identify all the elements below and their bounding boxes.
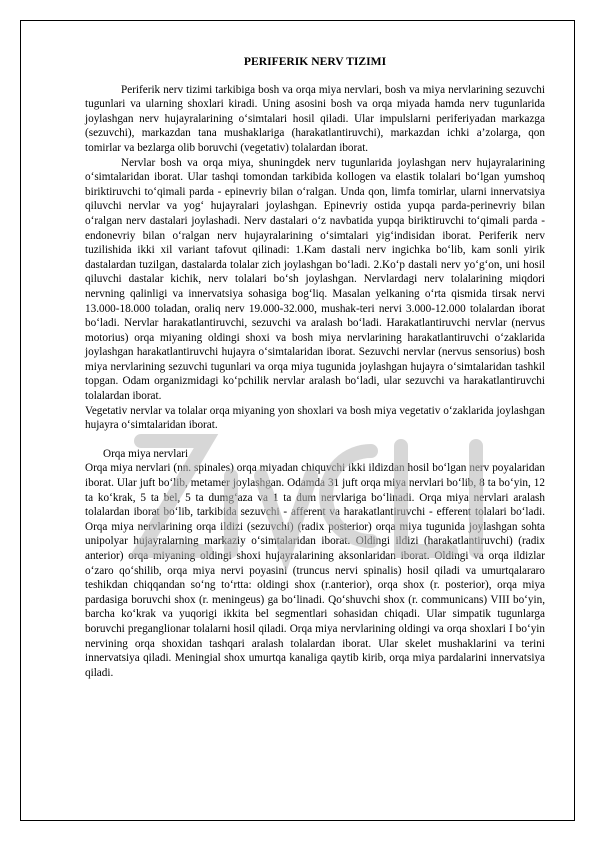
paragraph-spinal-nerves: Orqa miya nervlari (nn. spinales) orqa miyadan chiquvchi ikki ildizdan hosil bo‘lgan nerv poyalaridan iborat. Ular juft bo‘lib, metamer joylashgan. Odamda 31 juft orqa miya nervlari bo‘lib, 8 ta bo‘yin, 12 ta ko‘krak, 5 ta bel, 5 ta dumg‘aza va 1 ta dum nervlariga bo‘linadi. Orqa miya nervlari aralash tolalardan iborat bo‘lib, tarkibida sezuvchi - afferent va harakatlantiruvchi - efferent tolalari bo‘ladi. Orqa miya nervlarining orqa ildizi (sezuvchi) (radix posterior) orqa miya tugunida joylashgan sohta unipolyar hujayralarning markaziy o‘simtalaridan iborat. Oldingi ildizi (harakatlantiruvchi) (radix anterior) orqa miyaning oldingi shoxi hujayralarining aksonlaridan iborat. Oldingi va orqa ildizlar o‘zaro qo‘shilib, orqa miya nervi poyasini (truncus nervi spinalis) hosil qiladi va umurtqalararo teshikdan chiqqandan so‘ng to‘rtta: oldingi shox (r.anterior), orqa shox (r. posterior), orqa miya pardasiga boruvchi shox (r. meningeus) ga bo‘linadi. Qo‘shuvchi shox (r. communicans) VIII bo‘yin, barcha ko‘krak va yuqorigi ikkita bel segmentlari sohasidan chiqadi. Ular simpatik tugunlarga boruvchi preganglionar tolalarni hosil qiladi. Orqa miya nervlarining oldingi va orqa shoxlari I bo‘yin nervining orqa shoxidan tashqari aralash tolalardan iborat. Ular skelet mushaklarini va terini innervatsiya qiladi. Meningial shox umurtqa kanaliga qaytib kirib, orqa miya pardalarini innervatsiya qiladi. <box>85 462 545 679</box>
document-title: PERIFERIK NERV TIZIMI <box>243 55 387 68</box>
document-page <box>20 20 575 821</box>
paragraph-nerve-structure: Nervlar bosh va orqa miya, shuningdek nerv tugunlarida joylashgan nerv hujayralarining o‘simtalaridan iborat. Ular tashqi tomondan tarkibida kollogen va elastik tolalari bo‘lgan yumshoq biriktiruvchi to‘qimali parda - epinevriy bilan o‘ralgan. Unda qon, limfa tomirlar, ularni innervatsiya qiluvchi nervlar va yog‘ hujayralari joylashgan. Epinevriy ostida yupqa parda-perinevriy bilan o‘ralgan nerv dastalari joylashadi. Nerv dastalari o‘z navbatida yupqa biriktiruvchi to‘qimali parda - endonevriy bilan o‘ralgan nerv hujayralarining o‘simtalari yig‘indisidan iborat. Periferik nerv tuzilishida ikki xil variant tafovut qilinadi: 1.Kam dastali nerv ingichka bo‘lib, kam sonli yirik dastalardan tuzilgan, dastalarda tolalar zich joylashgan bo‘ladi. 2.Ko‘p dastali nerv yo‘g‘on, uni hosil qiluvchi dastalar kichik, nerv tolalari bo‘sh joylashgan. Nervlardagi nerv tolalarining miqdori nervning qalinligi va innervatsiya sohasiga bog‘liq. Masalan yelkaning o‘rta qismida tirsak nervi 13.000-18.000 toladan, oraliq nerv 19.000-32.000, mushak-teri nervi 3.000-12.000 tolalardan iborat bo‘ladi. Nervlar harakatlantiruvchi, sezuvchi va aralash bo‘ladi. Harakatlantiruvchi nervlar (nervus motorius) orqa miyaning oldingi shoxi va bosh miya nervlarining harakatlantiruvchi o‘zaklarida joylashgan harakatlantiruvchi hujayra o‘simtalaridan iborat. Sezuvchi nervlar (nervus sensorius) bosh miya nervlarining sezuvchi tugunlari va orqa miya tugunida joylashgan hujayra o‘simtalaridan tashkil topgan. Odam organizmidagi ko‘pchilik nervlar aralash bo‘ladi, ular sezuvchi va harakatlantiruvchi tolalardan iborat. <box>85 156 545 403</box>
document-body <box>85 35 545 680</box>
section-title: Orqa miya nervlari <box>103 447 189 460</box>
paragraph-intro: Periferik nerv tizimi tarkibiga bosh va orqa miya nervlari, bosh va miya nervlarining sezuvchi tugunlari va ularning shoxlari kiradi. Uning asosini bosh va orqa miyada hamda nerv tugunlarida joylashgan nerv hujayralarining o‘simtalari hosil qiladi. Ular impulslarni periferiyadan markazga (sezuvchi), markazdan tana mushaklariga (harakatlantiruvchi), markazdan ichki a’zolarga, qon tomirlar va bezlarga olib boruvchi (vegetativ) tolalardan iborat. <box>85 83 545 154</box>
paragraph-vegetative: Vegetativ nervlar va tolalar orqa miyaning yon shoxlari va bosh miya vegetativ o‘zaklarida joylashgan hujayra o‘simtalaridan iborat. <box>85 404 545 432</box>
